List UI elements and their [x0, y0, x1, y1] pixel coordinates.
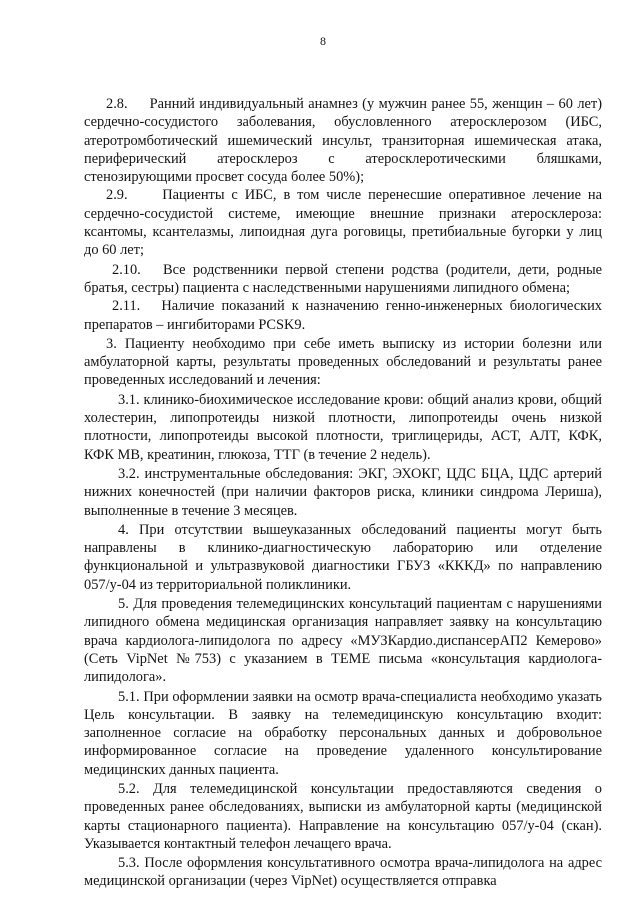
- paragraph-5-1: 5.1. При оформлении заявки на осмотр врача-специалиста необходимо указать Цель консультации. В заявку на телемедицинскую консультацию входит: заполненное согласие на обработку персональных данных и добровольное информированное согласие на проведение удаленного консультирование медицинских данных пациента.: [84, 688, 602, 778]
- paragraph-2-10: 2.10. Все родственники первой степени родства (родители, дети, родные братья, сестры) пациента с наследственными нарушениями липидного обмена;: [84, 261, 602, 296]
- paragraph-4: 4. При отсутствии вышеуказанных обследований пациенты могут быть направлены в клинико-диагностическую лабораторию или отделение функциональной и ультразвуковой диагностики ГБУЗ «КККД» по направлению 057/у-04 из территориальной поликлиники.: [84, 521, 602, 593]
- paragraph-5-2: 5.2. Для телемедицинской консультации предоставляются сведения о проведенных ранее обследованиях, выписки из амбулаторной карты (медицинской карты стационарного пациента). Направление на консультацию 057/у-04 (скан). Указывается контактный телефон лечащего врача.: [84, 780, 602, 852]
- paragraph-5-3: 5.3. После оформления консультативного осмотра врача-липидолога на адрес медицинской организации (через VipNet) осуществляется отправка: [84, 855, 602, 890]
- paragraph-3-1: 3.1. клинико-биохимическое исследование крови: общий анализ крови, общий холестерин, липопротеиды низкой плотности, липопротеиды очень низкой плотности, липопротеиды высокой плотности, триглицериды, АСТ, АЛТ, КФК, КФК МВ, креатинин, глюкоза, ТТГ (в течение 2 недель).: [84, 391, 602, 463]
- page-number: 8: [320, 34, 326, 48]
- paragraph-2-9: 2.9. Пациенты с ИБС, в том числе перенесшие оперативное лечение на сердечно-сосудистой системе, имеющие внешние признаки атеросклероза: ксантомы, ксантелазмы, липоидная дуга роговицы, претибиальные бугорки у лиц до 60 лет;: [84, 187, 602, 259]
- paragraph-2-11: 2.11. Наличие показаний к назначению генно-инженерных биологических препаратов – ингибиторами PCSK9.: [84, 298, 602, 333]
- paragraph-3-2: 3.2. инструментальные обследования: ЭКГ, ЭХОКГ, ЦДС БЦА, ЦДС артерий нижних конечностей (при наличии факторов риска, клиники синдрома Лериша), выполненные в течение 3 месяцев.: [84, 465, 602, 519]
- paragraph-5: 5. Для проведения телемедицинских консультаций пациентам с нарушениями липидного обмена медицинская организация направляет заявку на консультацию врача кардиолога-липидолога по адресу «МУЗКардио.диспансерАП2 Кемерово» (Сеть VipNet №753) с указанием в ТЕМЕ письма «консультация кардиолога-липидолога».: [84, 596, 602, 686]
- paragraph-3: 3. Пациенту необходимо при себе иметь выписку из истории болезни или амбулаторной карты, результаты проведенных обследований и результаты ранее проведенных исследований и лечения:: [84, 335, 602, 389]
- paragraph-2-8: 2.8. Ранний индивидуальный анамнез (у мужчин ранее 55, женщин – 60 лет) сердечно-сосудистого заболевания, обусловленного атеросклерозом (ИБС, атеротромботический ишемический инсульт, транзиторная ишемическая атака, периферический атеросклероз с атеросклеротическими бляшками, стенозирующими просвет сосуда более 50%);: [84, 96, 602, 186]
